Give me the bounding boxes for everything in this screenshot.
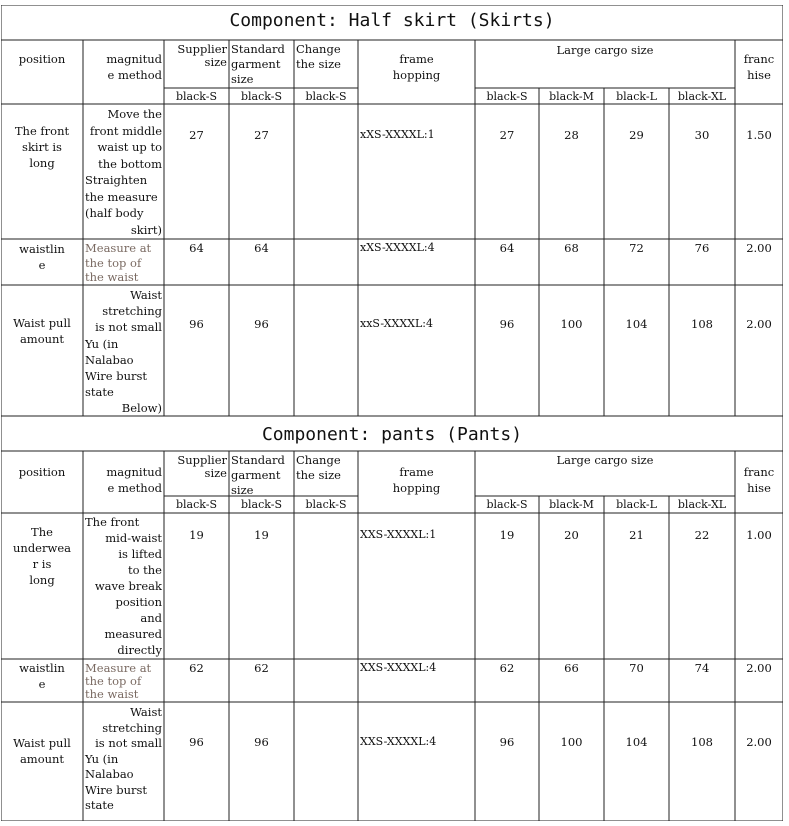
header-frame-hopping: hopping — [392, 68, 441, 82]
row-frame-hopping: XXS-XXXXL:1 — [360, 528, 437, 541]
row-method: is lifted — [118, 547, 162, 561]
row-large-cargo-value: 30 — [694, 128, 710, 142]
header-standard-size: garment — [231, 468, 281, 482]
row-position: amount — [19, 752, 65, 766]
row-large-cargo-value: 96 — [499, 317, 515, 331]
header-franchise: hise — [747, 481, 771, 495]
row-large-cargo-value: 20 — [564, 528, 579, 542]
row-large-cargo-value: 68 — [564, 241, 579, 255]
header-change-size: the size — [296, 57, 341, 71]
row-method: Wire burst — [85, 782, 148, 797]
row-position: Waist pull — [13, 316, 71, 330]
row-franchise: 1.00 — [746, 528, 772, 542]
row-method: Waist — [130, 705, 162, 719]
subheader-size: black-S — [486, 90, 528, 103]
section-title: Component: pants (Pants) — [261, 424, 523, 445]
row-position: e — [38, 258, 46, 272]
row-position: underwea — [13, 541, 71, 555]
row-large-cargo-value: 62 — [499, 661, 515, 675]
row-method: Straighten — [85, 173, 148, 187]
row-position: The front — [14, 124, 70, 138]
row-method: Yu (in — [85, 336, 119, 351]
header-franchise: franc — [743, 465, 775, 479]
row-method: to the — [127, 563, 162, 577]
header-standard-size: size — [231, 72, 254, 86]
row-large-cargo-value: 74 — [694, 661, 710, 675]
header-position: position — [18, 465, 66, 479]
row-method: is not small — [95, 736, 162, 750]
row-position: long — [29, 156, 55, 170]
header-standard-size: garment — [231, 57, 281, 71]
row-method: the bottom — [98, 156, 162, 171]
subheader-size: black-S — [175, 498, 217, 511]
header-supplier-size: Supplier — [177, 42, 227, 56]
row-large-cargo-value: 22 — [694, 528, 710, 542]
header-standard-size: size — [231, 483, 254, 497]
row-large-cargo-value: 96 — [499, 735, 515, 749]
header-method: e method — [107, 68, 162, 82]
subheader-size: black-S — [240, 498, 282, 511]
subheader-size: black-S — [486, 498, 528, 511]
row-supplier-size: 27 — [189, 128, 204, 142]
row-method: position — [115, 595, 162, 609]
header-frame-hopping: hopping — [392, 481, 441, 495]
row-method: stretching — [102, 720, 162, 735]
header-change-size: Change — [296, 453, 341, 467]
header-supplier-size: size — [204, 55, 227, 69]
row-frame-hopping: XXS-XXXXL:4 — [360, 735, 437, 748]
row-large-cargo-value: 70 — [629, 661, 644, 675]
row-position: waistlin — [19, 242, 65, 256]
header-franchise: franc — [743, 52, 775, 66]
row-method: the top of — [85, 674, 142, 688]
row-method: (half body — [85, 206, 144, 220]
row-large-cargo-value: 108 — [691, 317, 713, 331]
row-method: The front — [85, 515, 140, 529]
header-large-cargo-size: Large cargo size — [556, 453, 654, 467]
row-method: Move the — [107, 107, 162, 121]
row-method: Nalabao — [85, 767, 134, 781]
row-method: state — [85, 798, 114, 812]
row-large-cargo-value: 27 — [499, 128, 515, 142]
row-method: stretching — [102, 304, 162, 319]
row-large-cargo-value: 104 — [625, 735, 648, 749]
size-spec-sheet — [1, 5, 783, 821]
row-position: amount — [19, 332, 65, 346]
row-supplier-size: 19 — [189, 528, 204, 542]
row-supplier-size: 62 — [189, 661, 204, 675]
row-standard-size: 64 — [254, 241, 269, 255]
row-supplier-size: 96 — [189, 735, 204, 749]
subheader-size: black-M — [549, 90, 594, 103]
row-method: Measure at — [85, 241, 152, 255]
row-standard-size: 19 — [254, 528, 269, 542]
row-franchise: 1.50 — [746, 128, 772, 142]
subheader-size: black-S — [305, 90, 347, 103]
row-standard-size: 96 — [254, 735, 269, 749]
row-method: is not small — [95, 320, 162, 335]
row-large-cargo-value: 72 — [629, 241, 644, 255]
row-large-cargo-value: 29 — [629, 128, 644, 142]
row-method: the waist — [85, 270, 139, 284]
row-franchise: 2.00 — [746, 661, 772, 675]
row-large-cargo-value: 108 — [691, 735, 713, 749]
row-large-cargo-value: 19 — [499, 528, 515, 542]
row-method: Measure at — [85, 661, 152, 675]
row-method: the top of — [85, 255, 142, 270]
row-large-cargo-value: 76 — [694, 241, 710, 255]
row-position: Waist pull — [13, 736, 71, 750]
header-standard-size: Standard — [231, 42, 285, 56]
subheader-size: black-S — [240, 90, 282, 103]
row-method: mid-waist — [105, 531, 162, 545]
header-frame-hopping: frame — [399, 465, 434, 479]
row-method: state — [85, 385, 114, 400]
row-supplier-size: 64 — [189, 241, 204, 255]
row-method: Below) — [121, 401, 162, 416]
header-method: e method — [107, 481, 162, 495]
subheader-size: black-XL — [677, 498, 727, 511]
row-method: measured — [104, 627, 162, 641]
row-position: waistlin — [19, 661, 65, 675]
row-franchise: 2.00 — [746, 317, 772, 331]
row-method: wave break — [94, 579, 162, 593]
subheader-size: black-S — [175, 90, 217, 103]
row-position: skirt is — [22, 140, 62, 154]
row-method: skirt) — [130, 222, 162, 237]
header-method: magnitud — [106, 465, 162, 479]
row-large-cargo-value: 104 — [625, 317, 648, 331]
row-method: Nalabao — [85, 352, 134, 367]
subheader-size: black-XL — [677, 90, 727, 103]
header-supplier-size: size — [204, 466, 227, 480]
header-supplier-size: Supplier — [177, 453, 227, 467]
row-standard-size: 27 — [254, 128, 269, 142]
header-large-cargo-size: Large cargo size — [556, 43, 654, 57]
section-title: Component: Half skirt (Skirts) — [229, 10, 555, 31]
header-franchise: hise — [747, 68, 771, 82]
subheader-size: black-M — [549, 498, 594, 511]
row-frame-hopping: xXS-XXXXL:1 — [360, 128, 435, 141]
row-method: directly — [117, 643, 162, 657]
row-standard-size: 96 — [254, 317, 269, 331]
row-method: the measure — [85, 189, 158, 204]
row-position: The — [31, 525, 53, 539]
header-change-size: Change — [296, 42, 341, 56]
row-supplier-size: 96 — [189, 317, 204, 331]
row-method: Waist — [130, 288, 162, 302]
subheader-size: black-L — [616, 90, 657, 103]
row-frame-hopping: xxS-XXXXL:4 — [360, 317, 434, 330]
row-large-cargo-value: 100 — [560, 317, 583, 331]
row-position: r is — [32, 557, 52, 571]
row-frame-hopping: XXS-XXXXL:4 — [360, 661, 437, 674]
row-method: Yu (in — [85, 751, 119, 766]
header-change-size: the size — [296, 468, 341, 482]
row-frame-hopping: xXS-XXXXL:4 — [360, 241, 435, 254]
row-method: waist up to — [97, 140, 162, 154]
row-franchise: 2.00 — [746, 241, 772, 255]
header-frame-hopping: frame — [399, 52, 434, 66]
row-large-cargo-value: 64 — [499, 241, 515, 255]
row-large-cargo-value: 28 — [564, 128, 579, 142]
header-position: position — [18, 52, 66, 66]
row-method: Wire burst — [85, 369, 148, 383]
subheader-size: black-L — [616, 498, 657, 511]
row-standard-size: 62 — [254, 661, 269, 675]
row-position: e — [38, 677, 46, 691]
row-large-cargo-value: 21 — [629, 528, 644, 542]
row-position: long — [29, 573, 55, 587]
row-method: and — [140, 611, 162, 625]
subheader-size: black-S — [305, 498, 347, 511]
row-franchise: 2.00 — [746, 735, 772, 749]
header-standard-size: Standard — [231, 453, 285, 467]
row-large-cargo-value: 66 — [564, 661, 579, 675]
row-method: the waist — [85, 687, 139, 701]
row-large-cargo-value: 100 — [560, 735, 583, 749]
row-method: front middle — [89, 123, 162, 138]
header-method: magnitud — [106, 52, 162, 66]
